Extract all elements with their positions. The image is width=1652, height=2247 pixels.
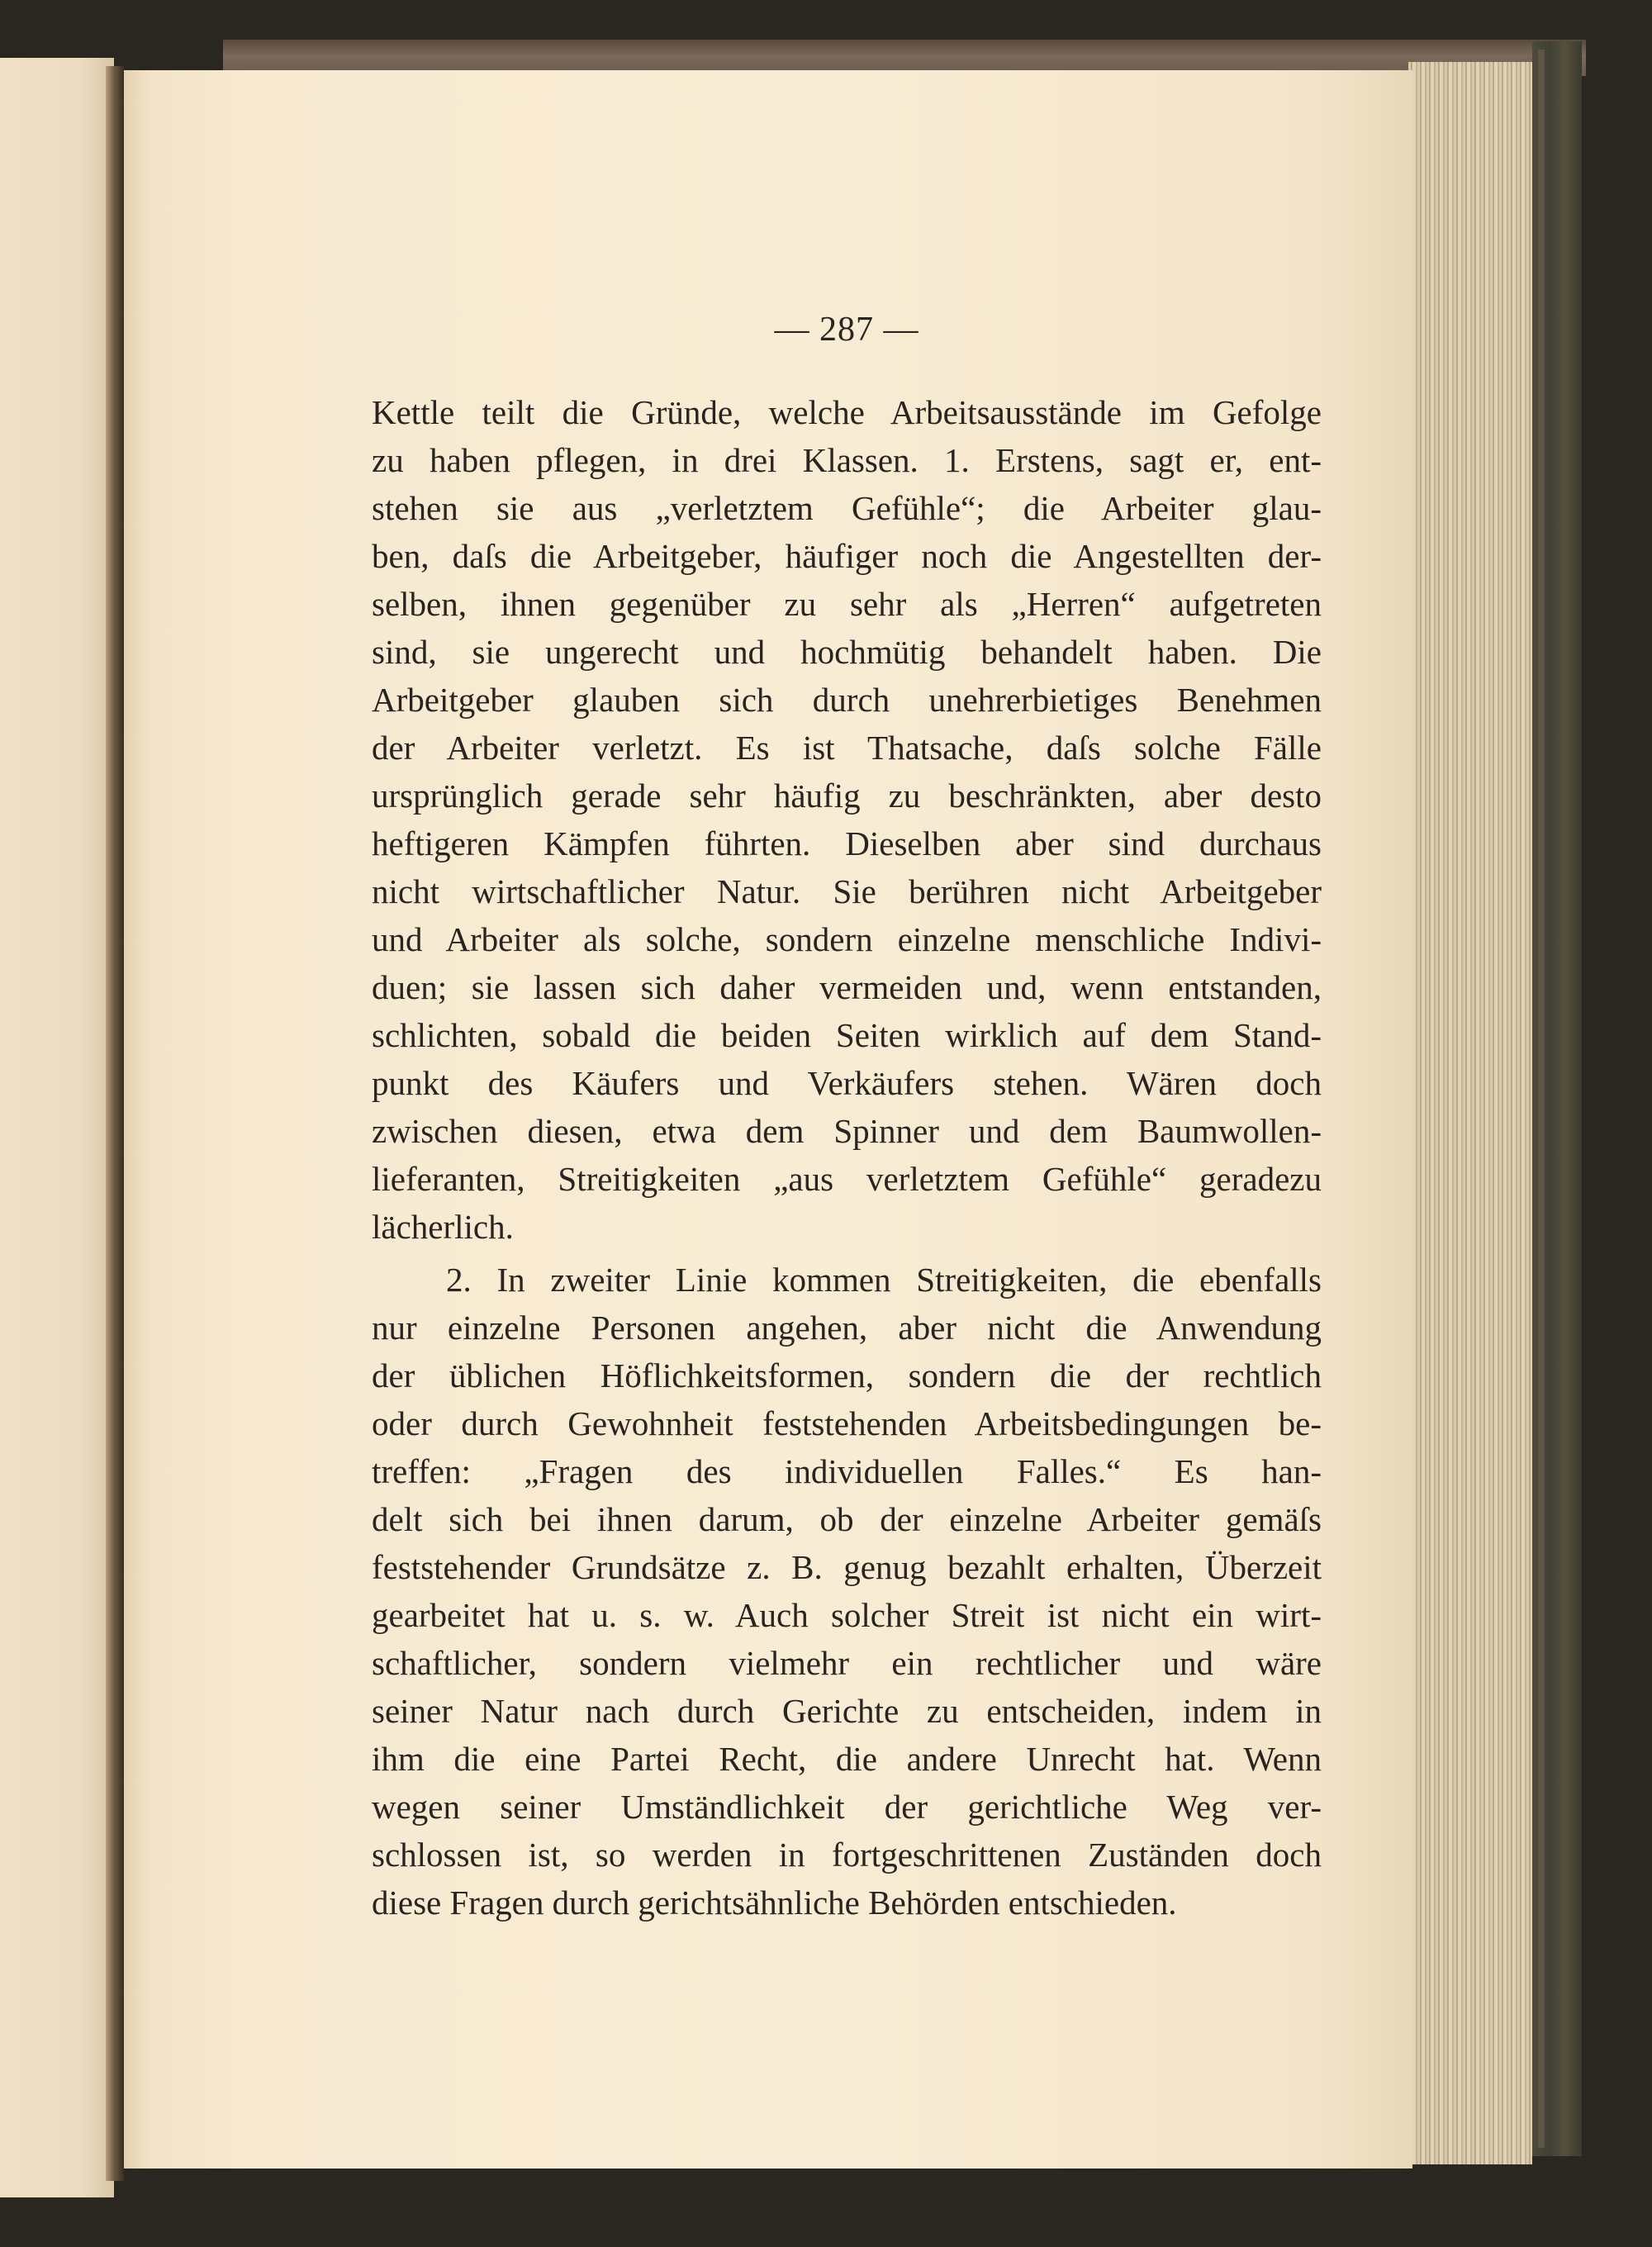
text-line: heftigeren Kämpfen führten. Dieselben aber sind durchaus [372,824,1322,862]
page-287 [124,70,1412,2169]
text-line: ursprünglich gerade sehr häufig zu beschränkten, aber desto [372,777,1322,815]
text-line: diese Fragen durch gerichtsähnliche Behörden entschieden. [372,1884,1177,1922]
text-line: nur einzelne Personen angehen, aber nicht die Anwendung [372,1309,1322,1347]
text-line: oder durch Gewohnheit feststehenden Arbeitsbedingungen be- [372,1404,1322,1442]
facing-page-left [0,58,114,2197]
text-line: zwischen diesen, etwa dem Spinner und dem Baumwollen- [372,1112,1322,1150]
text-line: 2. In zweiter Linie kommen Streitigkeiten, die ebenfalls [446,1261,1322,1299]
text-line: nicht wirtschaftlicher Natur. Sie berühren nicht Arbeitgeber [372,872,1322,910]
text-line: Arbeitgeber glauben sich durch unehrerbietiges Benehmen [372,681,1322,719]
text-line: treffen: „Fragen des individuellen Falles.“ Es han- [372,1452,1322,1490]
text-line: sind, sie ungerecht und hochmütig behandelt haben. Die [372,633,1322,671]
text-line: seiner Natur nach durch Gerichte zu entscheiden, indem in [372,1692,1322,1730]
text-line: feststehender Grundsätze z. B. genug bezahlt erhalten, Überzeit [372,1548,1322,1586]
book-cover-highlight [1538,50,1545,2148]
text-line: delt sich bei ihnen darum, ob der einzelne Arbeiter gemäſs [372,1500,1322,1538]
page-edges-stack [1408,62,1532,2164]
text-line: Kettle teilt die Gründe, welche Arbeitsausstände im Gefolge [372,393,1322,431]
text-line: stehen sie aus „verletztem Gefühle“; die Arbeiter glau- [372,489,1322,527]
text-line: zu haben pflegen, in drei Klassen. 1. Erstens, sagt er, ent- [372,441,1322,479]
text-line: wegen seiner Umständlichkeit der gerichtliche Weg ver- [372,1788,1322,1826]
text-line: lieferanten, Streitigkeiten „aus verletztem Gefühle“ geradezu [372,1160,1322,1198]
text-line: punkt des Käufers und Verkäufers stehen. Wären doch [372,1064,1322,1102]
text-line: und Arbeiter als solche, sondern einzelne menschliche Indivi- [372,920,1322,958]
text-line: gearbeitet hat u. s. w. Auch solcher Streit ist nicht ein wirt- [372,1596,1322,1634]
text-line: schlichten, sobald die beiden Seiten wirklich auf dem Stand- [372,1016,1322,1054]
text-line: ben, daſs die Arbeitgeber, häufiger noch die Angestellten der- [372,537,1322,575]
text-line: der üblichen Höflichkeitsformen, sondern die der rechtlich [372,1356,1322,1394]
text-line: lächerlich. [372,1208,514,1246]
text-line: schaftlicher, sondern vielmehr ein rechtlicher und wäre [372,1644,1322,1682]
text-line: duen; sie lassen sich daher vermeiden und, wenn entstanden, [372,968,1322,1006]
page-number: — 287 — [774,311,919,349]
text-line: der Arbeiter verletzt. Es ist Thatsache, daſs solche Fälle [372,729,1322,767]
text-line: ihm die eine Partei Recht, die andere Unrecht hat. Wenn [372,1740,1322,1778]
text-line: selben, ihnen gegenüber zu sehr als „Herren“ aufgetreten [372,585,1322,623]
text-line: schlossen ist, so werden in fortgeschrittenen Zuständen doch [372,1836,1322,1874]
book-gutter [106,66,124,2181]
